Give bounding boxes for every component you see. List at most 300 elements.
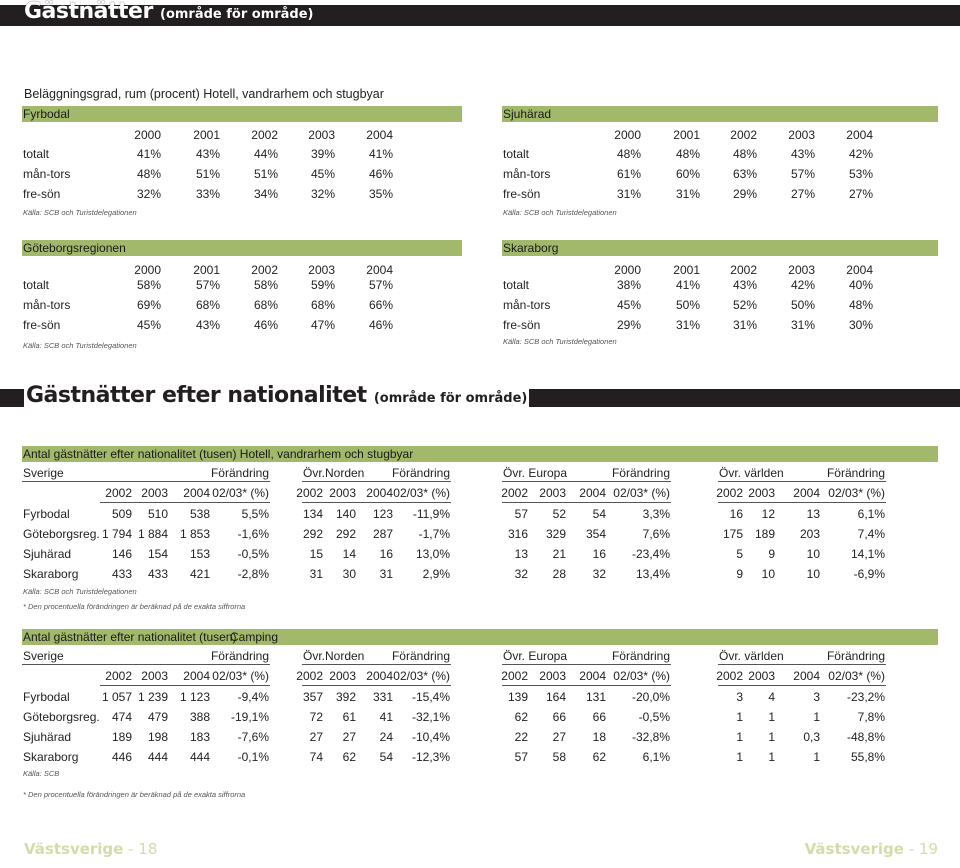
value-cell: 331 [372, 690, 393, 704]
year-header: 2004 [793, 486, 820, 500]
table-row [0, 186, 960, 202]
value-cell: 292 [302, 527, 323, 541]
year-header-row [0, 668, 960, 684]
value-cell: 292 [335, 527, 356, 541]
value-cell: 6,1% [642, 750, 670, 764]
value-cell: 27 [552, 730, 566, 744]
area-bar: Sjuhärad [502, 106, 938, 122]
footer-page-right: - 19 [903, 840, 938, 858]
value-cell: 66 [592, 710, 606, 724]
value-cell: 3 [736, 690, 743, 704]
value-cell: 46% [368, 318, 393, 332]
footer-left [24, 840, 157, 858]
group-underline [22, 664, 270, 665]
value-cell: 48% [616, 147, 641, 161]
table-row [0, 166, 960, 182]
value-cell: 4 [768, 690, 775, 704]
value-cell: -2,8% [237, 567, 269, 581]
row-label: Skaraborg [23, 750, 79, 764]
value-cell: 1 [736, 710, 743, 724]
year-header: 2002 [105, 669, 132, 683]
value-cell: 53% [848, 167, 873, 181]
value-cell: 41% [136, 147, 161, 161]
heading-main: Gästnätter [24, 0, 153, 24]
value-cell: -10,4% [411, 730, 450, 744]
value-cell: 66% [368, 298, 393, 312]
value-cell: 32 [592, 567, 606, 581]
value-cell: 29% [732, 187, 757, 201]
value-cell: 55,8% [850, 750, 885, 764]
table-row [0, 146, 960, 162]
table-title: Antal gästnätter efter nationalitet (tusen) [23, 630, 237, 644]
year-header: 2002 [251, 263, 278, 277]
value-cell: 59% [310, 278, 335, 292]
value-cell: 5,5% [241, 507, 269, 521]
year-header: 2003 [141, 486, 168, 500]
value-cell: 63% [732, 167, 757, 181]
table-row [0, 749, 960, 765]
value-cell: 57% [790, 167, 815, 181]
value-cell: 45% [136, 318, 161, 332]
year-header: 2002 [716, 486, 743, 500]
value-cell: 123 [372, 507, 393, 521]
year-header: 2003 [748, 669, 775, 683]
value-cell: 46% [253, 318, 278, 332]
value-cell: 48% [136, 167, 161, 181]
footer-brand-left: Västsverige [24, 840, 124, 858]
value-cell: 46% [368, 167, 393, 181]
value-cell: 68% [253, 298, 278, 312]
value-cell: 40% [848, 278, 873, 292]
value-cell: 1 [768, 750, 775, 764]
value-cell: 27% [848, 187, 873, 201]
value-cell: 510 [147, 507, 168, 521]
value-cell: 444 [147, 750, 168, 764]
value-cell: 421 [189, 567, 210, 581]
section-title: Beläggningsgrad, rum (procent) Hotell, vandrarhem och stugbyar [24, 87, 384, 101]
year-underline [502, 685, 671, 686]
table-row [0, 277, 960, 293]
value-cell: 57% [195, 278, 220, 292]
value-cell: 47% [310, 318, 335, 332]
row-label: mån-tors [23, 298, 71, 312]
value-cell: 16 [592, 547, 606, 561]
value-cell: 66 [552, 710, 566, 724]
table-row [0, 526, 960, 542]
source-note: Källa: SCB och Turistdelegationen [23, 208, 137, 217]
area-bar: Fyrbodal [22, 106, 462, 122]
value-cell: 287 [372, 527, 393, 541]
year-header: 02/03* (%) [828, 669, 885, 683]
table-row [0, 297, 960, 313]
value-cell: 33% [195, 187, 220, 201]
value-cell: 154 [147, 547, 168, 561]
value-cell: 446 [111, 750, 132, 764]
row-label: mån-tors [503, 298, 551, 312]
source-note: Källa: SCB och Turistdelegationen [23, 341, 137, 350]
year-header: 02/03* (%) [393, 669, 450, 683]
year-header: 2003 [329, 486, 356, 500]
page-heading [24, 0, 314, 24]
value-cell: 31% [790, 318, 815, 332]
row-label: Göteborgsreg. [23, 710, 100, 724]
value-cell: 2,9% [422, 567, 450, 581]
value-cell: 62 [342, 750, 356, 764]
change-label: Förändring [210, 649, 269, 663]
row-label: fre-sön [23, 187, 61, 201]
row-label: totalt [23, 147, 50, 161]
year-header: 2000 [614, 263, 641, 277]
group-underline [718, 664, 886, 665]
value-cell: 538 [189, 507, 210, 521]
row-label: Fyrbodal [23, 507, 70, 521]
value-cell: 15 [309, 547, 323, 561]
year-header: 02/03* (%) [212, 669, 269, 683]
year-header: 2004 [366, 263, 393, 277]
heading2-sub: (område för område) [373, 391, 528, 406]
group-underline [502, 664, 671, 665]
year-header: 2003 [539, 669, 566, 683]
year-header: 2003 [748, 486, 775, 500]
value-cell: 175 [722, 527, 743, 541]
value-cell: 153 [189, 547, 210, 561]
year-header: 2002 [105, 486, 132, 500]
value-cell: -1,6% [237, 527, 269, 541]
value-cell: 1 884 [137, 527, 168, 541]
year-header: 2001 [673, 263, 700, 277]
value-cell: 48% [732, 147, 757, 161]
year-header: 2004 [183, 486, 210, 500]
value-cell: 57% [368, 278, 393, 292]
change-label: Förändring [210, 466, 269, 480]
group-underline [302, 481, 451, 482]
group-underline [302, 664, 451, 665]
table-title-bar [22, 446, 938, 462]
group-underline [22, 481, 270, 482]
value-cell: 60% [675, 167, 700, 181]
value-cell: 72 [309, 710, 323, 724]
area-bar: Skaraborg [502, 240, 938, 256]
row-label: totalt [503, 278, 530, 292]
value-cell: 42% [790, 278, 815, 292]
value-cell: 54 [592, 507, 606, 521]
year-header: 2000 [134, 128, 161, 142]
value-cell: 388 [189, 710, 210, 724]
year-header: 2003 [788, 128, 815, 142]
table-row [0, 729, 960, 745]
year-header-row [0, 262, 960, 278]
value-cell: 16 [379, 547, 393, 561]
year-header: 2002 [501, 669, 528, 683]
value-cell: 32% [310, 187, 335, 201]
value-cell: 30 [342, 567, 356, 581]
footer-page-left: - 18 [123, 840, 158, 858]
year-header: 2000 [614, 128, 641, 142]
group-header-row [0, 648, 960, 664]
value-cell: 50% [790, 298, 815, 312]
year-header: 2003 [308, 263, 335, 277]
value-cell: 58% [253, 278, 278, 292]
year-header: 2002 [296, 486, 323, 500]
year-header: 2003 [539, 486, 566, 500]
value-cell: 51% [195, 167, 220, 181]
value-cell: -15,4% [411, 690, 450, 704]
value-cell: 1 [768, 730, 775, 744]
footnote: * Den procentuella förändringen är beräknad på de exakta siffrorna [23, 790, 246, 799]
table-row [0, 546, 960, 562]
value-cell: 52% [732, 298, 757, 312]
value-cell: 21 [552, 547, 566, 561]
value-cell: 392 [335, 690, 356, 704]
value-cell: 38% [616, 278, 641, 292]
value-cell: 357 [302, 690, 323, 704]
value-cell: 10 [806, 547, 820, 561]
value-cell: 131 [585, 690, 606, 704]
table-row [0, 709, 960, 725]
value-cell: 41 [379, 710, 393, 724]
row-label: Sjuhärad [23, 730, 72, 744]
source-note: Källa: SCB och Turistdelegationen [503, 208, 617, 217]
value-cell: 43% [790, 147, 815, 161]
value-cell: 0,3 [803, 730, 820, 744]
value-cell: -11,9% [412, 507, 450, 521]
source-note: Källa: SCB och Turistdelegationen [23, 587, 137, 596]
value-cell: 31% [732, 318, 757, 332]
table-title-bar [22, 629, 938, 645]
value-cell: 61 [342, 710, 356, 724]
change-label: Förändring [611, 466, 670, 480]
year-header: 2000 [134, 263, 161, 277]
year-header-row [0, 127, 960, 143]
value-cell: 3 [813, 690, 820, 704]
value-cell: 39% [310, 147, 335, 161]
year-underline [718, 685, 886, 686]
value-cell: 14 [342, 547, 356, 561]
group-label: Övr. världen [719, 466, 784, 480]
value-cell: 48% [675, 147, 700, 161]
year-header: 2002 [716, 669, 743, 683]
value-cell: 16 [729, 507, 743, 521]
year-header: 2001 [193, 263, 220, 277]
year-underline [302, 685, 451, 686]
value-cell: -12,3% [411, 750, 450, 764]
value-cell: 7,6% [642, 527, 670, 541]
group-label: Övr.Norden [303, 649, 365, 663]
value-cell: 7,8% [857, 710, 885, 724]
value-cell: 74 [309, 750, 323, 764]
value-cell: 1 [813, 750, 820, 764]
value-cell: 1 [736, 750, 743, 764]
group-label: Övr. Europa [503, 649, 568, 663]
row-label: fre-sön [23, 318, 61, 332]
value-cell: 203 [799, 527, 820, 541]
value-cell: 44% [253, 147, 278, 161]
year-underline [718, 502, 886, 503]
value-cell: -9,4% [237, 690, 269, 704]
value-cell: 164 [545, 690, 566, 704]
value-cell: 198 [147, 730, 168, 744]
year-header: 2004 [366, 128, 393, 142]
value-cell: 43% [195, 147, 220, 161]
year-header: 2003 [329, 669, 356, 683]
row-label: totalt [23, 278, 50, 292]
table-title: Antal gästnätter efter nationalitet (tusen) Hotell, vandrarhem och stugbyar [23, 447, 414, 461]
value-cell: 1 [813, 710, 820, 724]
value-cell: 68% [195, 298, 220, 312]
year-header: 2004 [846, 128, 873, 142]
row-label: fre-sön [503, 318, 541, 332]
value-cell: -6,9% [853, 567, 885, 581]
value-cell: -23,4% [631, 547, 670, 561]
nationality-heading [24, 383, 529, 408]
value-cell: -32,1% [411, 710, 450, 724]
value-cell: 32 [514, 567, 528, 581]
value-cell: 57 [514, 750, 528, 764]
value-cell: -1,7% [418, 527, 450, 541]
value-cell: 10 [806, 567, 820, 581]
year-underline [100, 502, 270, 503]
value-cell: 51% [253, 167, 278, 181]
year-header: 02/03* (%) [828, 486, 885, 500]
value-cell: 27% [790, 187, 815, 201]
value-cell: 13,0% [415, 547, 450, 561]
year-underline [302, 502, 451, 503]
group-underline [718, 481, 886, 482]
value-cell: 35% [368, 187, 393, 201]
value-cell: 69% [136, 298, 161, 312]
value-cell: 7,4% [857, 527, 885, 541]
value-cell: 27 [309, 730, 323, 744]
change-label: Förändring [391, 649, 450, 663]
row-label: fre-sön [503, 187, 541, 201]
row-label: Göteborgsreg. [23, 527, 100, 541]
year-header: 2004 [846, 263, 873, 277]
value-cell: 1 [736, 730, 743, 744]
value-cell: 41% [675, 278, 700, 292]
value-cell: 31% [675, 187, 700, 201]
value-cell: -7,6% [237, 730, 269, 744]
row-label: Skaraborg [23, 567, 79, 581]
value-cell: 509 [111, 507, 132, 521]
value-cell: 45% [616, 298, 641, 312]
table-row [0, 317, 960, 333]
value-cell: 31 [379, 567, 393, 581]
footer-right [805, 840, 938, 858]
source-note: Källa: SCB och Turistdelegationen [503, 337, 617, 346]
year-header: 2002 [296, 669, 323, 683]
value-cell: 62 [514, 710, 528, 724]
year-header: 2004 [366, 486, 393, 500]
year-underline [502, 502, 671, 503]
value-cell: 316 [507, 527, 528, 541]
value-cell: 43% [195, 318, 220, 332]
value-cell: 1 057 [101, 690, 132, 704]
group-header-row [0, 465, 960, 481]
heading-sub: (område för område) [160, 7, 314, 22]
change-label: Förändring [826, 466, 885, 480]
year-header: 02/03* (%) [212, 486, 269, 500]
year-header: 2002 [251, 128, 278, 142]
year-underline [100, 685, 270, 686]
row-label: Sjuhärad [23, 547, 72, 561]
value-cell: 474 [111, 710, 132, 724]
value-cell: 68% [310, 298, 335, 312]
value-cell: 1 853 [179, 527, 210, 541]
value-cell: 444 [189, 750, 210, 764]
group-label: Sverige [23, 649, 64, 663]
value-cell: 32% [136, 187, 161, 201]
year-header: 2004 [366, 669, 393, 683]
row-label: mån-tors [23, 167, 71, 181]
table-row [0, 689, 960, 705]
value-cell: 3,3% [642, 507, 670, 521]
value-cell: 50% [675, 298, 700, 312]
value-cell: 189 [111, 730, 132, 744]
value-cell: 10 [761, 567, 775, 581]
year-header-row [0, 485, 960, 501]
value-cell: 1 123 [179, 690, 210, 704]
value-cell: 58 [552, 750, 566, 764]
value-cell: 29% [616, 318, 641, 332]
value-cell: 42% [848, 147, 873, 161]
value-cell: 433 [147, 567, 168, 581]
group-label: Sverige [23, 466, 64, 480]
value-cell: 13,4% [635, 567, 670, 581]
value-cell: 54 [379, 750, 393, 764]
year-header: 2003 [788, 263, 815, 277]
group-label: Övr. världen [719, 649, 784, 663]
nationality-banner [0, 383, 960, 410]
table-row [0, 566, 960, 582]
value-cell: 5 [736, 547, 743, 561]
group-label: Övr. Europa [503, 466, 568, 480]
value-cell: 45% [310, 167, 335, 181]
value-cell: -0,1% [237, 750, 269, 764]
heading2-main: Gästnätter efter nationalitet [26, 383, 367, 408]
table-row [0, 506, 960, 522]
change-label: Förändring [826, 649, 885, 663]
value-cell: 1 239 [137, 690, 168, 704]
footer-brand-right: Västsverige [804, 840, 904, 858]
value-cell: 479 [147, 710, 168, 724]
header-banner [0, 0, 960, 26]
change-label: Förändring [391, 466, 450, 480]
value-cell: 24 [379, 730, 393, 744]
value-cell: 9 [736, 567, 743, 581]
value-cell: 34% [253, 187, 278, 201]
value-cell: 354 [585, 527, 606, 541]
value-cell: 183 [189, 730, 210, 744]
year-header: 2003 [308, 128, 335, 142]
value-cell: -32,8% [631, 730, 670, 744]
group-underline [502, 481, 671, 482]
value-cell: 41% [368, 147, 393, 161]
value-cell: 1 794 [101, 527, 132, 541]
value-cell: 48% [848, 298, 873, 312]
year-header: 2004 [579, 669, 606, 683]
year-header: 2001 [193, 128, 220, 142]
area-bar: Göteborgsregionen [22, 240, 462, 256]
year-header: 2002 [730, 128, 757, 142]
value-cell: 139 [507, 690, 528, 704]
row-label: totalt [503, 147, 530, 161]
value-cell: -20,0% [631, 690, 670, 704]
value-cell: 31% [675, 318, 700, 332]
value-cell: 9 [768, 547, 775, 561]
value-cell: 58% [136, 278, 161, 292]
value-cell: 57 [514, 507, 528, 521]
value-cell: 14,1% [850, 547, 885, 561]
